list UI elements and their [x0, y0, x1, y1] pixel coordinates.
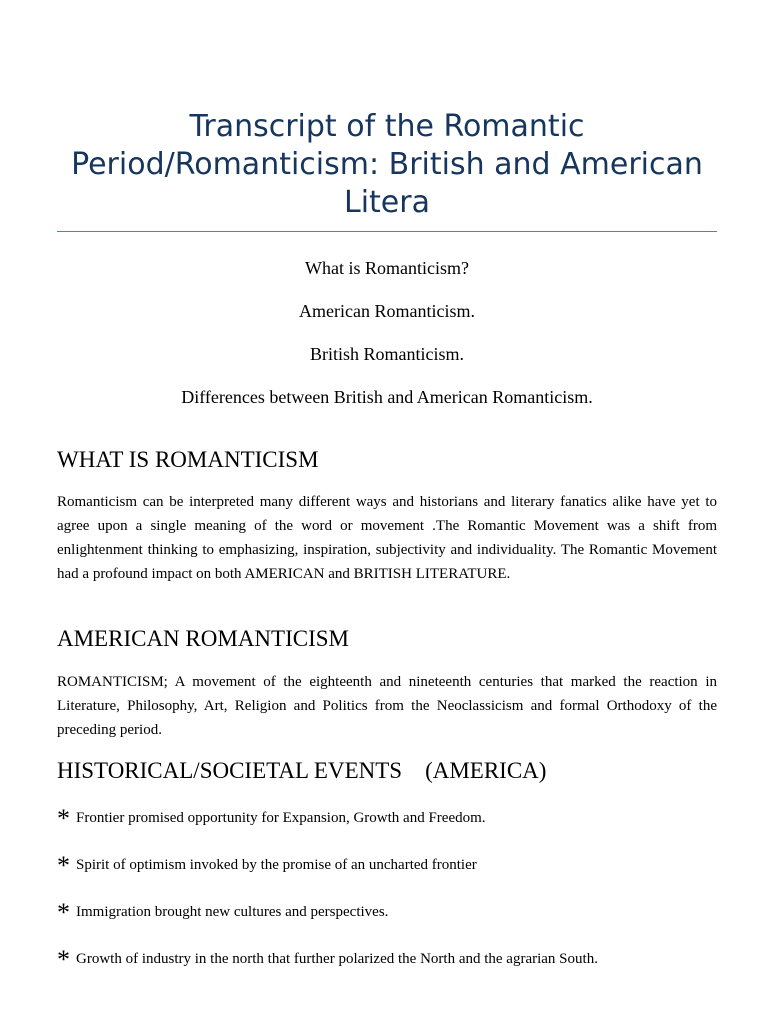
toc-item: British Romanticism. — [309, 344, 464, 364]
section-body-what-is-romanticism: Romanticism can be interpreted many different ways and historians and literary fanatics alike have yet to agree upon a single meaning of the word or movement .The Romantic Movement was a shift from enlightenment thinking to emphasizing, inspiration, subjectivity and individuality. The Romantic Movement had a profound impact on both AMERICAN and BRITISH LITERATURE. — [57, 494, 717, 582]
historical-events-list — [57, 804, 717, 992]
list-item-text: Frontier promised opportunity for Expansion, Growth and Freedom. — [76, 810, 486, 826]
list-item-text: Spirit of optimism invoked by the promise of an uncharted frontier — [76, 857, 477, 873]
section-heading-what-is-romanticism: WHAT IS ROMANTICISM — [57, 447, 319, 472]
asterisk-bullet-icon: * — [57, 851, 70, 880]
asterisk-bullet-icon: * — [57, 945, 70, 974]
section-heading-historical-events: HISTORICAL/SOCIETAL EVENTS (AMERICA) — [57, 758, 547, 783]
title-divider — [57, 231, 717, 232]
list-item — [57, 945, 717, 992]
asterisk-bullet-icon: * — [57, 804, 70, 833]
list-item — [57, 898, 717, 945]
toc-item: Differences between British and American Romanticism. — [181, 387, 593, 407]
toc-item: American Romanticism. — [299, 301, 475, 321]
toc-item: What is Romanticism? — [305, 258, 469, 278]
list-item — [57, 851, 717, 898]
document-title: Transcript of the Romantic Period/Romanticism: British and American Litera — [71, 109, 703, 220]
asterisk-bullet-icon: * — [57, 898, 70, 927]
list-item-text: Growth of industry in the north that further polarized the North and the agrarian South. — [76, 951, 598, 967]
section-body-american-romanticism: ROMANTICISM; A movement of the eighteenth and nineteenth centuries that marked the reaction in Literature, Philosophy, Art, Religion and Politics from the Neoclassicism and formal Orthodoxy of the preceding period. — [57, 674, 717, 738]
section-heading-american-romanticism: AMERICAN ROMANTICISM — [57, 626, 349, 651]
list-item — [57, 804, 717, 851]
list-item-text: Immigration brought new cultures and perspectives. — [76, 904, 389, 920]
table-of-contents — [57, 254, 717, 426]
